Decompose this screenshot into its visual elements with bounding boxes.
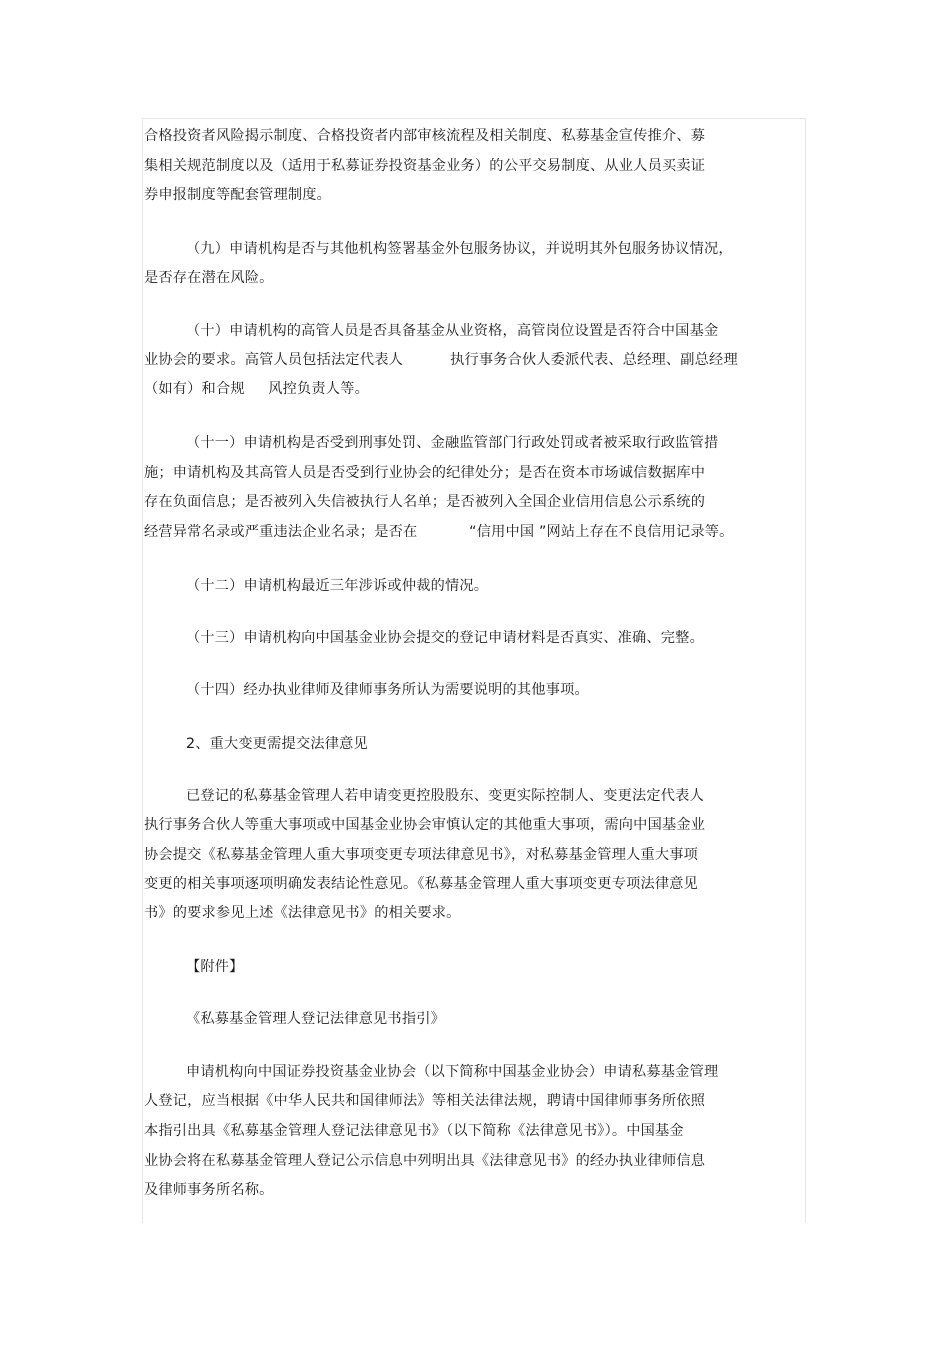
text-line: （十三）申请机构向中国基金业协会提交的登记申请材料是否真实、准确、完整。 — [186, 630, 704, 646]
section-heading: 2、重大变更需提交法律意见 — [186, 736, 368, 752]
text-line: 协会提交《私募基金管理人重大事项变更专项法律意见书》，对私募基金管理人重大事项 — [144, 847, 699, 863]
text-line: （九）申请机构是否与其他机构签署基金外包服务协议，并说明其外包服务协议情况， — [186, 241, 733, 257]
text-line: 执行事务合伙人等重大事项或中国基金业协会审慎认定的其他重大事项，需向中国基金业 — [144, 817, 706, 833]
text-line: 业协会将在私募基金管理人登记公示信息中列明出具《法律意见书》的经办执业律师信息 — [144, 1153, 706, 1169]
text-line: 业协会的要求。高管人员包括法定代表人 执行事务合伙人委派代表、总经理、副总经理 — [144, 352, 738, 368]
text-line: 集相关规范制度以及（适用于私募证券投资基金业务）的公平交易制度、从业人员买卖证 — [144, 158, 706, 174]
text-line: （十）申请机构的高管人员是否具备基金从业资格，高管岗位设置是否符合中国基金 — [186, 323, 719, 339]
text-line: 存在负面信息；是否被列入失信被执行人名单；是否被列入全国企业信用信息公示系统的 — [144, 494, 706, 510]
text-line: 变更的相关事项逐项明确发表结论性意见。《私募基金管理人重大事项变更专项法律意见 — [144, 876, 699, 892]
text-line: （十一）申请机构是否受到刑事处罚、金融监管部门行政处罚或者被采取行政监管措 — [186, 435, 719, 451]
text-line: 申请机构向中国证券投资基金业协会（以下简称中国基金业协会）申请私募基金管理 — [186, 1064, 719, 1080]
text-line: 书》的要求参见上述《法律意见书》的相关要求。 — [144, 905, 461, 921]
text-line: 本指引出具《私募基金管理人登记法律意见书》（以下简称《法律意见书》）。中国基金 — [144, 1123, 684, 1139]
text-line: （如有）和合规 风控负责人等。 — [144, 381, 369, 397]
text-line: 施；申请机构及其高管人员是否受到行业协会的纪律处分；是否在资本市场诚信数据库中 — [144, 465, 706, 481]
text-line: 人登记，应当根据《中华人民共和国律师法》等相关法律法规，聘请中国律师事务所依照 — [144, 1093, 706, 1109]
text-line: （十二）申请机构最近三年涉诉或仲裁的情况。 — [186, 578, 489, 594]
text-line: 及律师事务所名称。 — [144, 1182, 274, 1198]
appendix-label: 【附件】 — [186, 959, 244, 975]
text-line: 已登记的私募基金管理人若申请变更控股股东、变更实际控制人、变更法定代表人 — [186, 788, 704, 804]
appendix-title: 《私募基金管理人登记法律意见书指引》 — [186, 1011, 445, 1027]
text-line: 经营异常名录或严重违法企业名录；是否在 “信用中国 ”网站上存在不良信用记录等。 — [144, 524, 734, 540]
text-line: 合格投资者风险揭示制度、合格投资者内部审核流程及相关制度、私募基金宣传推介、募 — [144, 128, 706, 144]
text-line: 是否存在潜在风险。 — [144, 270, 274, 286]
text-line: （十四）经办执业律师及律师事务所认为需要说明的其他事项。 — [186, 682, 589, 698]
text-line: 券申报制度等配套管理制度。 — [144, 187, 332, 203]
